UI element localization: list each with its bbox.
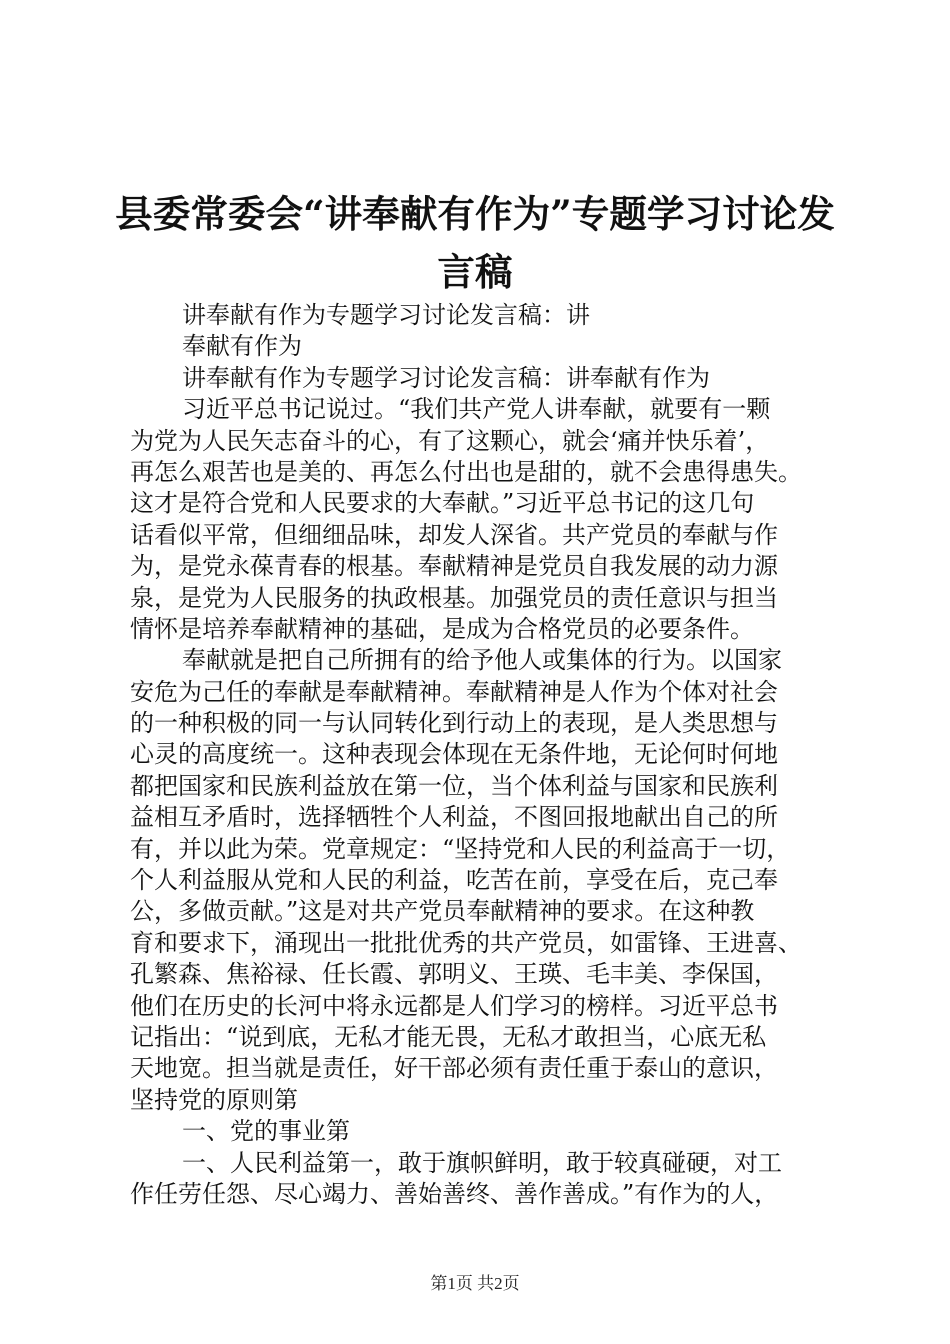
body-line: 一、人民利益第一，敢于旗帜鲜明，敢于较真碰硬，对工 xyxy=(182,1148,782,1177)
body-line: 一、党的事业第 xyxy=(182,1117,350,1146)
body-line: 讲奉献有作为专题学习讨论发言稿：讲奉献有作为 xyxy=(182,363,710,392)
body-line: 习近平总书记说过。“我们共产党人讲奉献，就要有一颗 xyxy=(182,395,771,424)
body-line: 为党为人民矢志奋斗的心，有了这颗心，就会‘痛并快乐着’， xyxy=(130,426,770,455)
body-line: 他们在历史的长河中将永远都是人们学习的榜样。习近平总书 xyxy=(130,991,778,1020)
body-line: 再怎么艰苦也是美的、再怎么付出也是甜的，就不会患得患失。 xyxy=(130,457,802,486)
body-line: 情怀是培养奉献精神的基础，是成为合格党员的必要条件。 xyxy=(130,614,754,643)
body-line: 话看似平常，但细细品味，却发人深省。共产党员的奉献与作 xyxy=(130,520,778,549)
body-line: 公，多做贡献。”这是对共产党员奉献精神的要求。在这种教 xyxy=(130,897,755,926)
body-line: 泉，是党为人民服务的执政根基。加强党员的责任意识与担当 xyxy=(130,583,778,612)
body-line: 个人利益服从党和人民的利益，吃苦在前，享受在后，克己奉 xyxy=(130,866,778,895)
body-line: 奉献有作为 xyxy=(182,332,302,361)
body-line: 为，是党永葆青春的根基。奉献精神是党员自我发展的动力源 xyxy=(130,552,778,581)
body-line: 讲奉献有作为专题学习讨论发言稿：讲 xyxy=(182,301,590,329)
body-line: 这才是符合党和人民要求的大奉献。”习近平总书记的这几句 xyxy=(130,489,755,518)
body-line: 坚持党的原则第 xyxy=(130,1085,298,1114)
body-line: 的一种积极的同一与认同转化到行动上的表现，是人类思想与 xyxy=(130,709,778,738)
body-line: 有，并以此为荣。党章规定：“坚持党和人民的利益高于一切， xyxy=(130,834,791,863)
body-line: 天地宽。担当就是责任，好干部必须有责任重于泰山的意识， xyxy=(130,1054,778,1083)
page-footer: 第1页 共2页 xyxy=(430,1274,520,1293)
body-line: 育和要求下，涌现出一批批优秀的共产党员，如雷锋、王进喜、 xyxy=(130,928,802,957)
body-line: 孔繁森、焦裕禄、任长霞、郭明义、王瑛、毛丰美、李保国， xyxy=(130,960,778,989)
body-line: 都把国家和民族利益放在第一位，当个体利益与国家和民族利 xyxy=(130,771,778,800)
body-line: 记指出：“说到底，无私才能无畏，无私才敢担当，心底无私 xyxy=(130,1022,767,1051)
body-line: 作任劳任怨、尽心竭力、善始善终、善作善成。”有作为的人， xyxy=(130,1179,779,1208)
document-body xyxy=(130,300,830,1210)
body-line: 益相互矛盾时，选择牺牲个人利益，不图回报地献出自己的所 xyxy=(130,803,778,832)
document-title-line-2: 言稿 xyxy=(437,250,513,294)
body-line: 奉献就是把自己所拥有的给予他人或集体的行为。以国家 xyxy=(182,646,782,675)
body-line: 心灵的高度统一。这种表现会体现在无条件地，无论何时何地 xyxy=(130,740,778,769)
body-line: 安危为己任的奉献是奉献精神。奉献精神是人作为个体对社会 xyxy=(130,677,778,706)
document-title-line-1: 县委常委会“讲奉献有作为”专题学习讨论发 xyxy=(115,192,835,236)
